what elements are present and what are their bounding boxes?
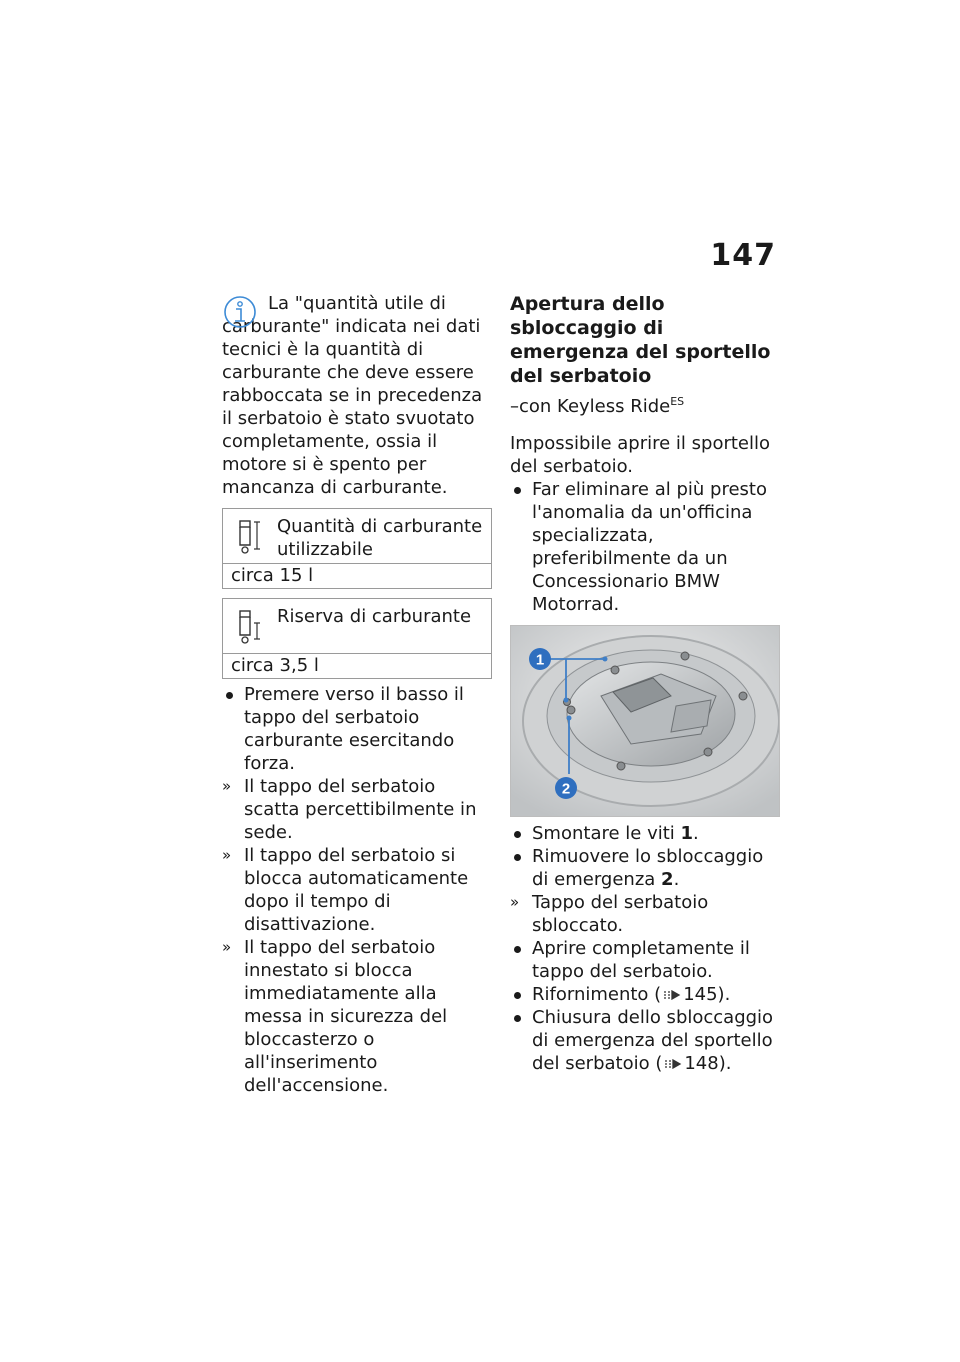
right-column <box>510 292 782 1075</box>
fuel-reserve-icon <box>237 609 263 645</box>
page-number: 147 <box>710 238 776 273</box>
list-item: » Il tappo del serbatoio si blocca automaticamente dopo il tempo di disattivazione. <box>222 845 469 935</box>
list-item: » Tappo del serbatoio sbloccato. <box>510 892 709 936</box>
section-subtitle: –con Keyless Ride$^{ES}$ <box>510 395 685 417</box>
info-note <box>222 292 492 499</box>
list-item: » Il tappo del serbatoio scatta percettibilmente in sede. <box>222 776 477 843</box>
spec-label: Riserva di carburante <box>277 606 472 627</box>
list-item: Premere verso il basso il tappo del serbatoio carburante esercitando forza. <box>244 684 464 774</box>
info-icon <box>222 294 258 330</box>
list-item: Rimuovere lo sbloccaggio di emergenza 2. <box>532 846 764 890</box>
page-reference-arrow-icon <box>663 990 681 1000</box>
list-item: » Il tappo del serbatoio innestato si blocca immediatamente alla messa in sicurezza del bloccasterzo o all'inserimento dell'accensione. <box>222 937 448 1096</box>
step-list-right-b <box>510 822 782 1075</box>
page-reference[interactable]: 145 <box>683 984 718 1005</box>
spec-label: Quantità di carburante utilizzabile <box>277 516 483 560</box>
section-heading: Apertura dello sbloccaggio di emergenza del sportello del serbatoio <box>510 293 771 387</box>
fuel-cap-figure <box>510 625 780 817</box>
callout-1: 1 <box>535 651 545 669</box>
fuel-gauge-icon <box>237 519 263 555</box>
list-item: Far eliminare al più presto l'anomalia da un'officina specializzata, preferibilmente da un Concessionario BMW Motorrad. <box>532 479 767 615</box>
list-item: Smontare le viti 1. <box>532 823 699 844</box>
spec-usable-fuel <box>222 508 492 589</box>
list-item: Chiusura dello sbloccaggio di emergenza del sportello del serbatoio ( 148). <box>532 1007 774 1074</box>
info-note-text: La "quantità utile di carburante" indicata nei dati tecnici è la quantità di carburante che deve essere rabboccata se in precedenza il serbatoio è stato svuotato completamente, ossia il motore si è spento per mancanza di carburante. <box>222 293 483 498</box>
spec-reserve-fuel <box>222 598 492 679</box>
left-column <box>222 292 492 1097</box>
condition-text: Impossibile aprire il sportello del serbatoio. <box>510 433 771 477</box>
callout-2: 2 <box>561 780 571 798</box>
page-reference[interactable]: 148 <box>684 1053 719 1074</box>
list-item: Rifornimento ( 145). <box>532 984 731 1005</box>
step-list-left <box>222 683 492 1097</box>
page-reference-arrow-icon <box>664 1059 682 1069</box>
list-item: Aprire completamente il tappo del serbatoio. <box>532 938 750 982</box>
step-list-right-a <box>510 478 782 616</box>
spec-value: circa 3,5 l <box>231 655 319 676</box>
spec-value: circa 15 l <box>231 565 314 586</box>
